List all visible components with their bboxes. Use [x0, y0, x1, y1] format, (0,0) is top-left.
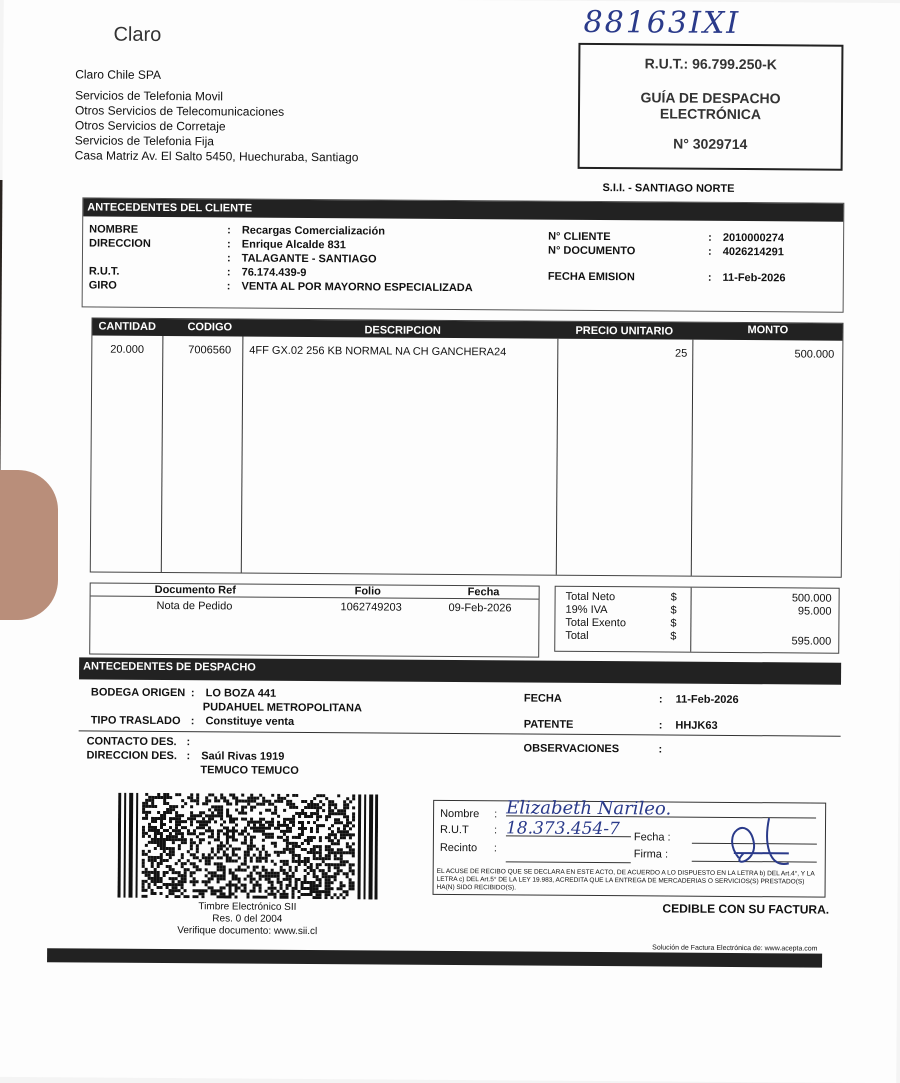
direccion-value-2: TEMUCO TEMUCO — [200, 764, 299, 777]
total-row — [565, 629, 835, 648]
total-label: Total Neto — [565, 590, 616, 604]
client-header: ANTECEDENTES DEL CLIENTE — [83, 198, 843, 221]
tipo-value: Constituye venta — [205, 715, 295, 728]
doc-title: GUÍA DE DESPACHO — [640, 89, 781, 107]
total-value: 595.000 — [791, 635, 832, 648]
doc-number: N° 3029714 — [673, 135, 748, 153]
ref-folio: 1062749203 — [340, 601, 402, 614]
sii-office: S.I.I. - SANTIAGO NORTE — [602, 182, 735, 195]
issuer-rut: R.U.T.: 96.799.250-K — [644, 55, 778, 73]
despacho-destination: CONTACTO DES. : DIRECCION DES. : Saúl Rivas 1919 TEMUCO TEMUCO — [86, 734, 506, 779]
value: 2010000274 — [722, 231, 785, 245]
currency: $ — [670, 617, 677, 630]
cell-codigo: 7006560 — [188, 344, 232, 357]
col-header: Documento Ref — [154, 583, 236, 597]
currency: $ — [670, 604, 677, 617]
client-field: NOMBRE : Recargas Comercialización — [89, 223, 386, 238]
label: OBSERVACIONES — [523, 742, 620, 756]
label: Nombre — [440, 807, 480, 821]
handwritten-number: 88163IXI — [583, 4, 741, 42]
pdf417-barcode — [117, 793, 378, 900]
label: Recinto — [439, 841, 478, 855]
client-field: N° CLIENTE : 2010000274 — [548, 230, 785, 245]
value: VENTA AL POR MAYORNO ESPECIALIZADA — [241, 280, 473, 295]
client-field: R.U.T. : 76.174.439-9 — [88, 265, 307, 279]
issuer-name: Claro Chile SPA — [75, 67, 162, 82]
label: Fecha : — [633, 831, 671, 844]
label: NOMBRE — [89, 223, 139, 236]
col-header: Folio — [354, 585, 381, 598]
client-field: : TALAGANTE - SANTIAGO — [226, 252, 377, 266]
despacho-header: ANTECEDENTES DE DESPACHO — [79, 657, 841, 684]
reference-table — [89, 582, 539, 657]
client-field: GIRO : VENTA AL POR MAYORNO ESPECIALIZADA — [88, 279, 473, 295]
receipt-box: Nombre R.U.T Recinto : : : Elizabeth Narileo. 18.373.454-7 Fecha : Firma : EL ACUSE DE RECIBO QUE SE DECLARA EN ESTE ACTO, DE ACUERDO A LO DISPUESTO EN LA LETRA b) DEL Art.4°, Y LA LETRA c) DEL Art.5° DE LA LEY 19.983, ACREDITA QUE LA ENTREGA DE MERCADERIAS O SERVICIOS(S) PRESTADO(S) HA(N) SIDO RECIBIDO(S). — [433, 800, 827, 898]
patente-value: HHJK63 — [675, 719, 718, 732]
timbre-line: Timbre Electrónico SII — [198, 901, 297, 913]
ref-doc: Nota de Pedido — [156, 599, 233, 613]
total-label: 19% IVA — [565, 603, 608, 617]
issuer-info — [75, 67, 359, 165]
bodega-value-2: PUDAHUEL METROPOLITANA — [202, 701, 362, 715]
document-number-box — [578, 43, 844, 171]
timbre-text — [157, 901, 337, 938]
cell-precio: 25 — [675, 347, 688, 360]
label — [89, 260, 227, 261]
value: TALAGANTE - SANTIAGO — [241, 252, 377, 266]
label: N° CLIENTE — [548, 230, 611, 244]
value: 76.174.439-9 — [241, 266, 307, 279]
issuer-line: Otros Servicios de Corretaje — [74, 118, 226, 134]
cell-monto: 500.000 — [794, 348, 835, 361]
client-field: DIRECCION : Enrique Alcalde 831 — [89, 237, 346, 252]
label: R.U.T. — [88, 265, 120, 278]
cell-cantidad: 20.000 — [110, 343, 145, 356]
col-header: DESCRIPCION — [364, 324, 441, 337]
label: TIPO TRASLADO — [90, 714, 181, 728]
label: R.U.T — [439, 823, 469, 837]
currency: $ — [670, 630, 677, 643]
label: CONTACTO DES. — [86, 735, 177, 749]
col-header: CODIGO — [187, 321, 233, 334]
total-label: Total — [565, 629, 589, 642]
issuer-line: Otros Servicios de Telecomunicaciones — [74, 103, 285, 119]
label: FECHA EMISION — [547, 270, 635, 284]
label: BODEGA ORIGEN — [90, 686, 186, 700]
items-table — [90, 317, 844, 577]
col-header: CANTIDAD — [98, 320, 156, 333]
label: Firma : — [633, 848, 669, 861]
value: 11-Feb-2026 — [722, 271, 786, 285]
issuer-line: Casa Matriz Av. El Salto 5450, Huechuraba, Santiago — [74, 148, 359, 165]
value: Enrique Alcalde 831 — [241, 238, 346, 252]
bodega-value: LO BOZA 441 — [205, 687, 277, 700]
signature — [719, 813, 799, 874]
currency: $ — [670, 591, 677, 604]
issuer-line: Servicios de Telefonia Fija — [74, 133, 215, 149]
ref-fecha: 09-Feb-2026 — [448, 601, 512, 615]
total-label: Total Exento — [565, 616, 627, 630]
doc-title: ELECTRÓNICA — [659, 105, 762, 123]
totals-box — [554, 586, 839, 654]
despacho-right: FECHA : 11-Feb-2026 PATENTE : HHJK63 OBSERVACIONES : — [523, 692, 739, 756]
label: FECHA — [523, 692, 562, 705]
table-row — [92, 342, 842, 361]
client-field: FECHA EMISION : 11-Feb-2026 — [547, 270, 786, 285]
legal-text: EL ACUSE DE RECIBO QUE SE DECLARA EN ESTE ACTO, DE ACUERDO A LO DISPUESTO EN LA LETRA b) DEL Art.4°, Y LA LETRA c) DEL Art.5° DE LA LEY 19.983, ACREDITA QUE LA ENTREGA DE MERCADERIAS O SERVICIOS(S) PRESTADO(S) HA(N) SIDO RECIBIDO(S). — [436, 867, 815, 892]
cell-descripcion: 4FF GX.02 256 KB NORMAL NA CH GANCHERA24 — [249, 344, 507, 359]
direccion-value: Saúl Rivas 1919 — [201, 750, 285, 763]
label: DIRECCION — [89, 237, 151, 250]
client-field: N° DOCUMENTO : 4026214291 — [547, 244, 784, 259]
label: N° DOCUMENTO — [547, 244, 636, 258]
cedible-label: CEDIBLE CON SU FACTURA. — [662, 901, 830, 917]
client-section — [82, 197, 845, 312]
issuer-line: Servicios de Telefonia Movil — [75, 88, 223, 104]
col-header: PRECIO UNITARIO — [575, 324, 674, 338]
receiver-rut: 18.373.454-7 — [506, 821, 631, 837]
total-value: 500.000 — [791, 592, 832, 605]
label: DIRECCION DES. — [86, 749, 177, 763]
col-header: MONTO — [747, 324, 789, 337]
value: 4026214291 — [722, 245, 784, 259]
footer-credit: Solución de Factura Electrónica de: www.acepta.com — [652, 944, 818, 953]
total-value: 95.000 — [797, 605, 832, 618]
items-header — [92, 318, 842, 340]
despacho-left: BODEGA ORIGEN : LO BOZA 441 PUDAHUEL METROPOLITANA TIPO TRASLADO : Constituye venta — [91, 685, 511, 730]
label: PATENTE — [523, 718, 574, 731]
timbre-line: Res. 0 del 2004 — [212, 913, 283, 925]
value: Recargas Comercialización — [241, 224, 386, 238]
fecha-value: 11-Feb-2026 — [675, 693, 739, 707]
timbre-line: Verifique documento: www.sii.cl — [177, 925, 318, 938]
thumb — [0, 470, 58, 620]
label: GIRO — [88, 279, 117, 292]
receiver-name: Elizabeth Narileo. — [506, 801, 816, 818]
col-header: Fecha — [467, 586, 500, 599]
claro-logo: Claro — [113, 23, 162, 46]
